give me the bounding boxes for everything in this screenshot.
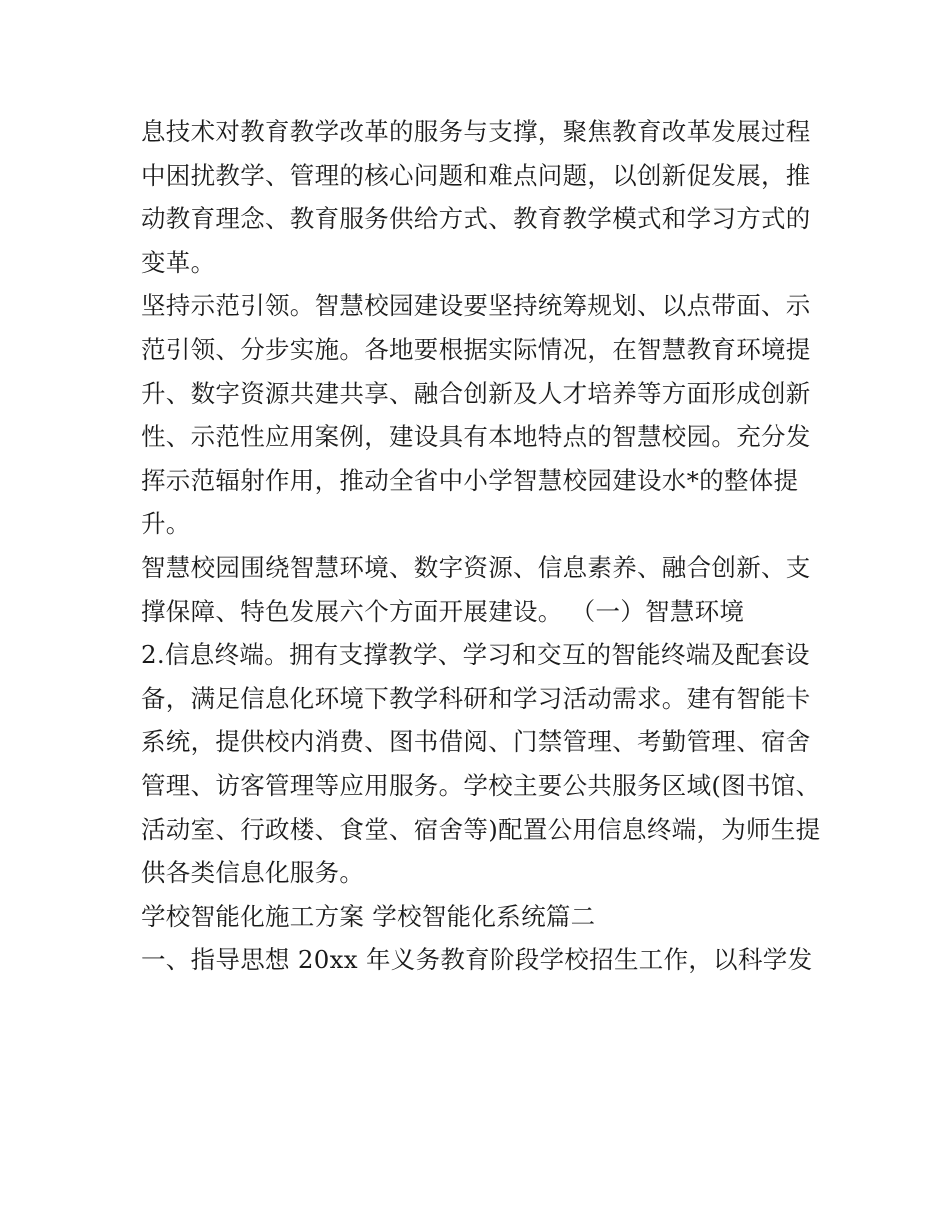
paragraph-reform-support: 息技术对教育教学改革的服务与支撑，聚焦教育改革发展过程中困扰教学、管理的核心问题和难点问题，以创新促发展，推动教育理念、教育服务供给方式、教育教学模式和学习方式的变革。 [141, 117, 811, 277]
paragraph-smart-campus-aspects: 智慧校园围绕智慧环境、数字资源、信息素养、融合创新、支撑保障、特色发展六个方面开展建设。 （一）智慧环境 [141, 552, 811, 626]
document-body [141, 110, 821, 982]
section-heading: 学校智能化施工方案 学校智能化系统篇二 [141, 901, 596, 931]
paragraph-information-terminals: 2.信息终端。拥有支撑教学、学习和交互的智能终端及配套设备，满足信息化环境下教学科研和学习活动需求。建有智能卡系统，提供校内消费、图书借阅、门禁管理、考勤管理、宿舍管理、访客管理等应用服务。学校主要公共服务区域(图书馆、活动室、行政楼、食堂、宿舍等)配置公用信息终端，为师生提供各类信息化服务。 [141, 640, 821, 888]
paragraph-demonstration-lead: 坚持示范引领。智慧校园建设要坚持统筹规划、以点带面、示范引领、分步实施。各地要根据实际情况，在智慧教育环境提升、数字资源共建共享、融合创新及人才培养等方面形成创新性、示范性应用案例，建设具有本地特点的智慧校园。充分发挥示范辐射作用，推动全省中小学智慧校园建设水*的整体提升。 [141, 291, 811, 539]
paragraph-guiding-ideology: 一、指导思想 20xx 年义务教育阶段学校招生工作，以科学发 [141, 945, 813, 975]
